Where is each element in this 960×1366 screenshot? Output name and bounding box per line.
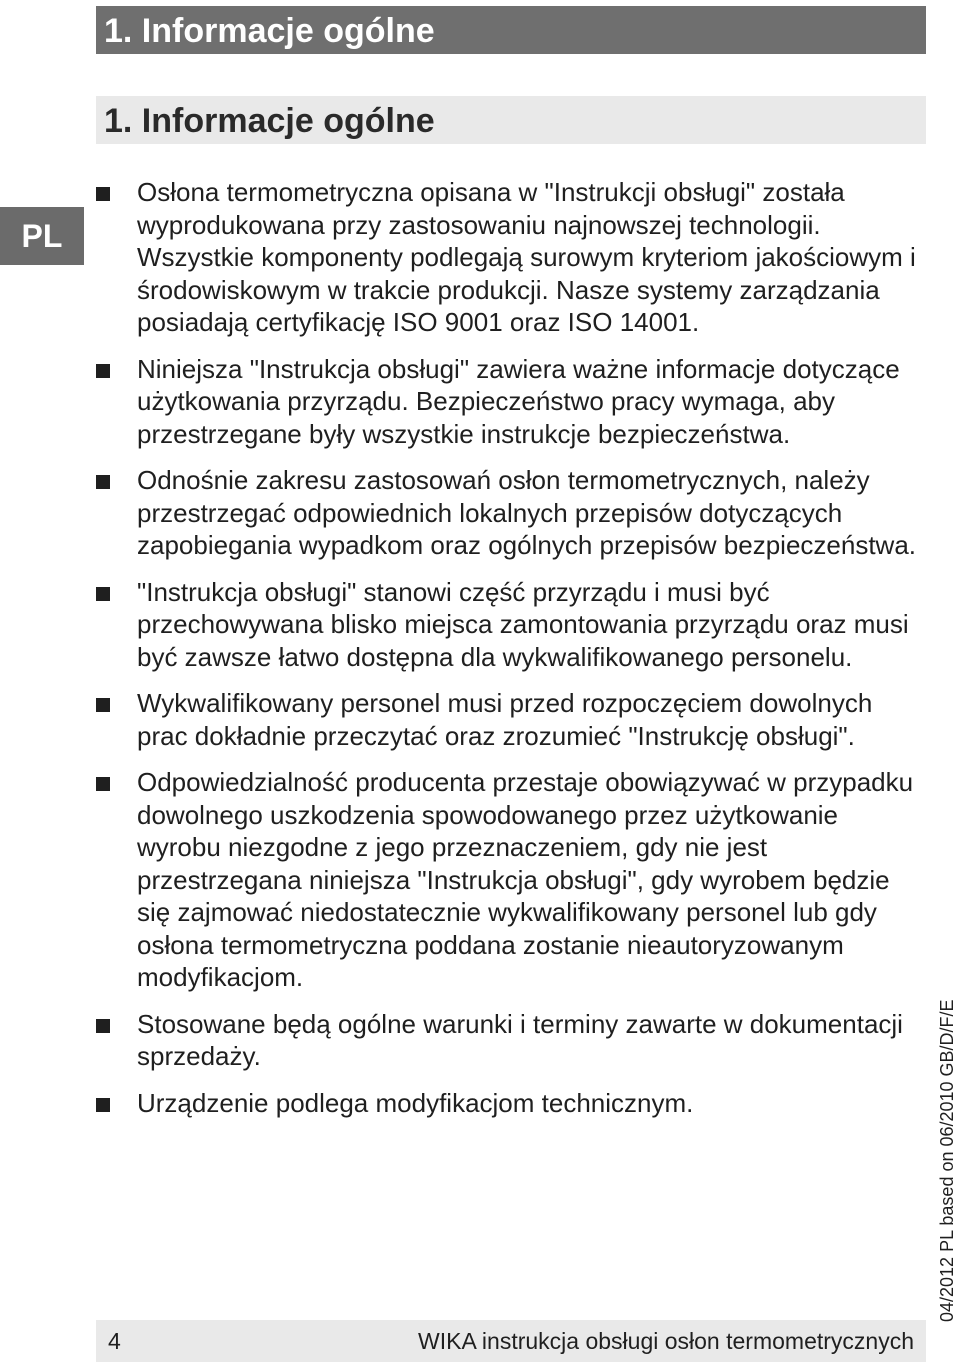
square-bullet-icon [96,698,110,712]
square-bullet-icon [96,1019,110,1033]
list-item [96,687,926,752]
chapter-header-bar [96,6,926,54]
footer-document-title: WIKA instrukcja obsługi osłon termometrycznych [418,1328,914,1354]
chapter-title: 1. Informacje ogólne [104,12,435,50]
list-item-text: Osłona termometryczna opisana w "Instrukcji obsługi" została wyprodukowana przy zastosowaniu najnowszej technologii. Wszystkie komponenty podlegają surowym kryteriom jakościowym i środowiskowym w trakcie produkcji. Nasze systemy zarządzania posiadają certyfikację ISO 9001 oraz ISO 14001. [137,177,916,337]
square-bullet-icon [96,587,110,601]
page-number: 4 [108,1328,121,1354]
language-tab: PL [0,207,84,265]
list-item [96,1008,926,1073]
square-bullet-icon [96,187,110,201]
section-header-bar [96,96,926,144]
square-bullet-icon [96,364,110,378]
bullet-list [96,176,926,1133]
square-bullet-icon [96,777,110,791]
list-item [96,176,926,339]
list-item [96,353,926,451]
list-item [96,1087,926,1120]
page-footer [96,1320,926,1362]
section-title: 1. Informacje ogólne [104,102,435,140]
list-item [96,576,926,674]
list-item-text: Odpowiedzialność producenta przestaje obowiązywać w przypadku dowolnego uszkodzenia spowodowanego przez użytkowanie wyrobu niezgodne z jego przeznaczeniem, gdy nie jest przestrzegana niniejsza "Instrukcja obsługi", gdy wyrobem będzie się zajmować niedostatecznie wykwalifikowany personel lub gdy osłona termometryczna poddana zostanie nieautoryzowanym modyfikacjom. [137,767,914,992]
square-bullet-icon [96,1098,110,1112]
list-item-text: "Instrukcja obsługi" stanowi część przyrządu i musi być przechowywana blisko miejsca zamontowania przyrządu oraz musi być zawsze łatwo dostępna dla wykwalifikowanego personelu. [137,576,909,672]
list-item-text: Urządzenie podlega modyfikacjom technicznym. [137,1087,694,1118]
list-item-text: Niniejsza "Instrukcja obsługi" zawiera ważne informacje dotyczące użytkowania przyrządu. Bezpieczeństwo pracy wymaga, aby przestrzegane były wszystkie instrukcje bezpieczeństwa. [137,353,900,449]
list-item [96,464,926,562]
document-version-note: 04/2012 PL based on 06/2010 GB/D/F/E [937,999,957,1322]
list-item-text: Wykwalifikowany personel musi przed rozpoczęciem dowolnych prac dokładnie przeczytać oraz zrozumieć "Instrukcję obsługi". [137,688,873,751]
list-item-text: Stosowane będą ogólne warunki i terminy zawarte w dokumentacji sprzedaży. [137,1008,903,1071]
list-item-text: Odnośnie zakresu zastosowań osłon termometrycznych, należy przestrzegać odpowiednich lokalnych przepisów dotyczących zapobiegania wypadkom oraz ogólnych przepisów bezpieczeństwa. [137,465,917,560]
square-bullet-icon [96,475,110,489]
list-item [96,766,926,994]
